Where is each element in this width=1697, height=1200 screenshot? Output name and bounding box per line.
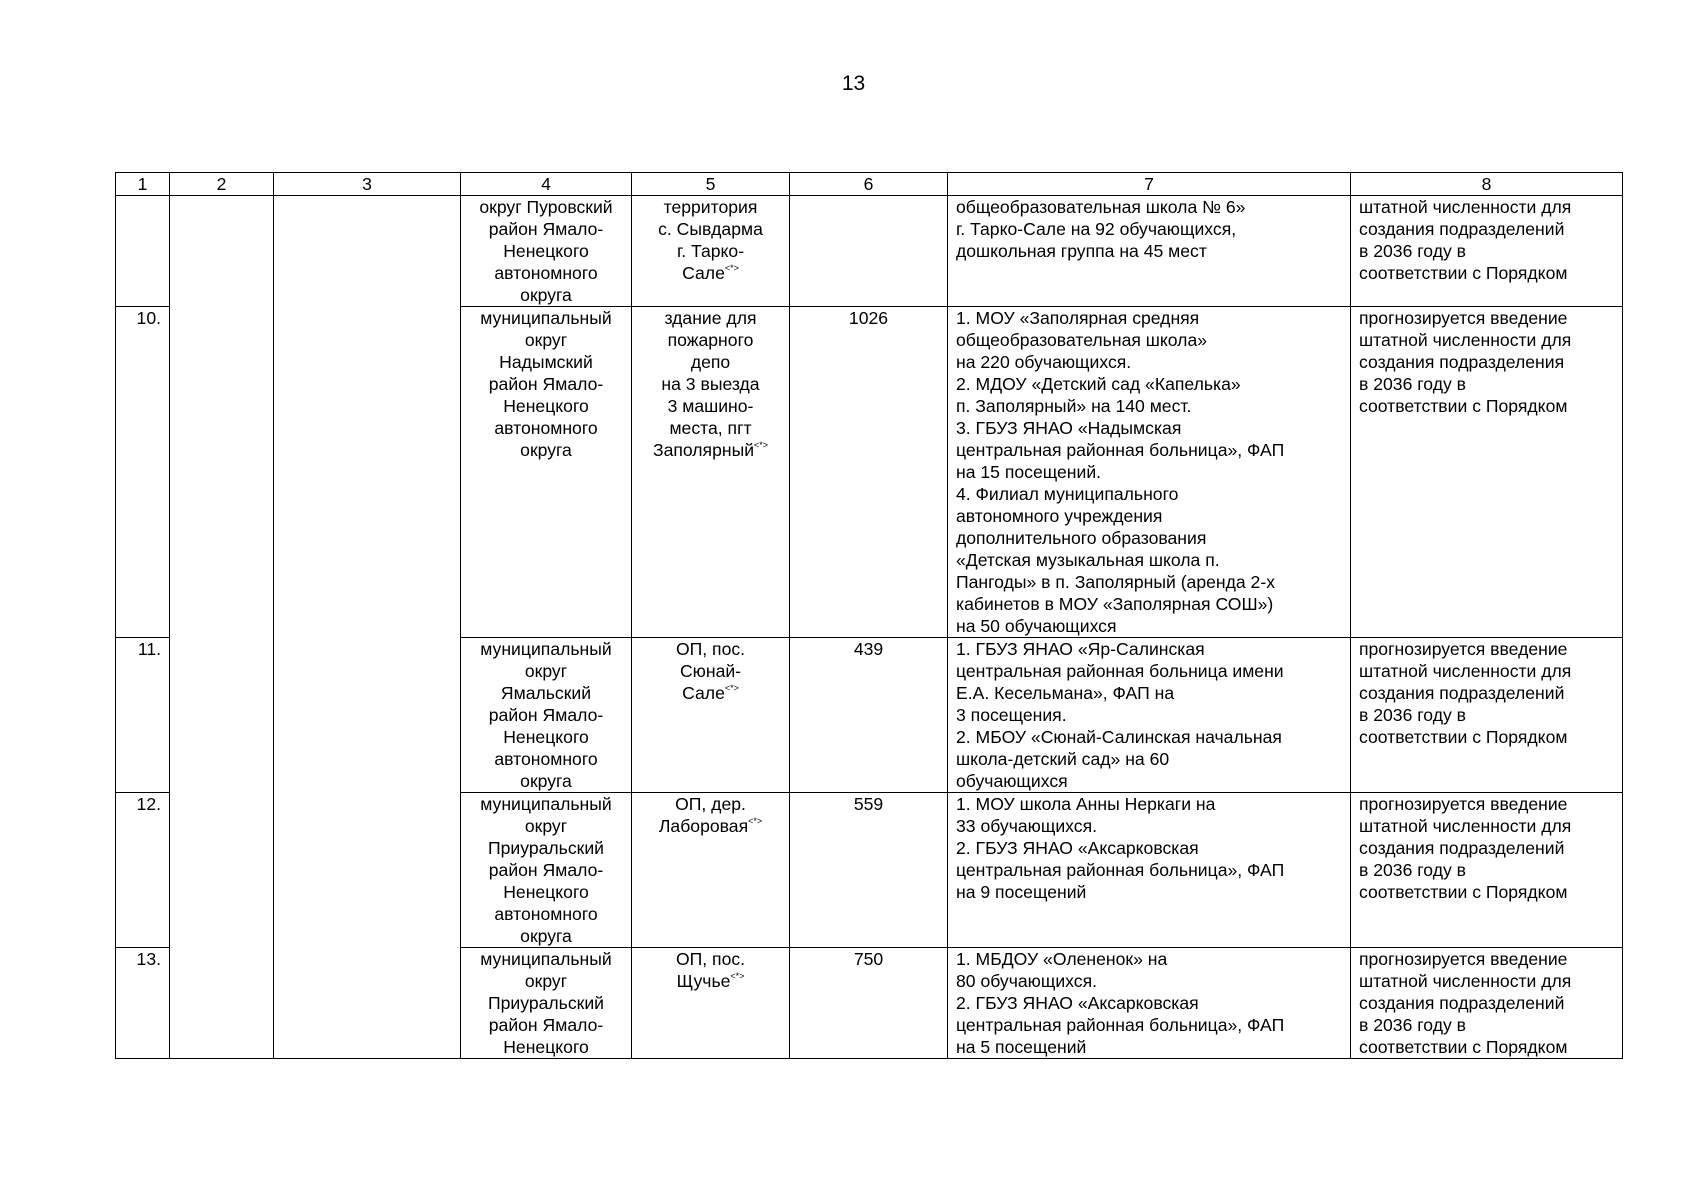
cell-line: 2. ГБУЗ ЯНАО «Аксарковская — [956, 838, 1199, 858]
cell-line: 1. МОУ «Заполярная средняя — [956, 308, 1200, 328]
cell-line: штатной численности для — [1359, 816, 1572, 836]
value-cell: 559 — [790, 793, 948, 948]
cell-line: п. Заполярный» на 140 мест. — [956, 396, 1192, 416]
cell-line: округ — [524, 971, 568, 991]
cell-line: Надымский — [499, 352, 593, 372]
cell-line: 2. ГБУЗ ЯНАО «Аксарковская — [956, 993, 1199, 1013]
cell-line: округа — [520, 285, 572, 305]
header-row — [116, 173, 1623, 196]
row-number-cell — [116, 196, 170, 307]
cell-line: депо — [690, 352, 731, 372]
cell-line: Ненецкого — [503, 241, 589, 261]
empty-cell-col2 — [170, 196, 274, 1059]
note-cell — [1351, 307, 1623, 638]
cell-line: создания подразделений — [1359, 993, 1565, 1013]
cell-line: общеобразовательная школа № 6» — [956, 197, 1246, 217]
cell-line: «Детская музыкальная школа п. — [956, 550, 1220, 570]
note-cell — [1351, 638, 1623, 793]
empty-cell-col3 — [274, 196, 461, 1059]
cell-line: соответствии с Порядком — [1359, 727, 1568, 747]
cell-line: Ненецкого — [503, 1037, 589, 1057]
cell-line: на 15 посещений. — [956, 462, 1102, 482]
cell-line: район Ямало- — [488, 219, 604, 239]
cell-line: центральная районная больница», ФАП — [956, 440, 1285, 460]
location-cell — [632, 638, 790, 793]
cell-line: 1. ГБУЗ ЯНАО «Яр-Салинская — [956, 639, 1205, 659]
cell-line: штатной численности для — [1359, 197, 1572, 217]
cell-line: район Ямало- — [488, 374, 604, 394]
cell-line: муниципальный — [480, 949, 612, 969]
cell-line: район Ямало- — [488, 860, 604, 880]
municipality-cell — [461, 793, 632, 948]
column-header: 7 — [948, 173, 1351, 196]
cell-line: округ — [524, 330, 568, 350]
cell-line: район Ямало- — [488, 1015, 604, 1035]
cell-line: на 9 посещений — [956, 882, 1087, 902]
cell-line: Лаборовая<*> — [658, 816, 763, 836]
facilities-cell — [948, 793, 1351, 948]
cell-line: здание для — [664, 308, 757, 328]
cell-line: 3 машино- — [667, 396, 754, 416]
municipality-cell — [461, 196, 632, 307]
footnote-mark: <*> — [748, 816, 763, 826]
cell-line: автономного — [494, 904, 598, 924]
cell-line: соответствии с Порядком — [1359, 882, 1568, 902]
cell-line: Е.А. Кесельмана», ФАП на — [956, 683, 1175, 703]
column-header: 6 — [790, 173, 948, 196]
cell-line: округ — [524, 816, 568, 836]
footnote-mark: <*> — [724, 263, 739, 273]
footnote-mark: <*> — [730, 971, 745, 981]
cell-line: 33 обучающихся. — [956, 816, 1097, 836]
cell-line: на 220 обучающихся. — [956, 352, 1132, 372]
cell-line: в 2036 году в — [1359, 374, 1466, 394]
cell-line: соответствии с Порядком — [1359, 396, 1568, 416]
cell-line: прогнозируется введение — [1359, 794, 1568, 814]
row-number-cell: 12. — [116, 793, 170, 948]
value-cell — [790, 196, 948, 307]
column-header: 8 — [1351, 173, 1623, 196]
row-number-cell: 10. — [116, 307, 170, 638]
cell-line: Заполярный<*> — [652, 440, 769, 460]
data-table — [115, 172, 1623, 1059]
cell-line: на 50 обучающихся — [956, 616, 1117, 636]
cell-line: 1. МОУ школа Анны Неркаги на — [956, 794, 1216, 814]
cell-line: с. Сывдарма — [658, 219, 763, 239]
cell-line: Сале<*> — [682, 263, 739, 283]
cell-line: пожарного — [667, 330, 754, 350]
cell-line: г. Тарко-Сале на 92 обучающихся, — [956, 219, 1237, 239]
cell-line: в 2036 году в — [1359, 860, 1466, 880]
cell-line: район Ямало- — [488, 705, 604, 725]
cell-line: дополнительного образования — [956, 528, 1207, 548]
cell-line: создания подразделений — [1359, 838, 1565, 858]
municipality-cell — [461, 948, 632, 1059]
municipality-cell — [461, 307, 632, 638]
cell-line: 1. МБДОУ «Олененок» на — [956, 949, 1168, 969]
cell-line: округа — [520, 771, 572, 791]
cell-line: Приуральский — [487, 838, 604, 858]
column-header: 4 — [461, 173, 632, 196]
cell-line: Приуральский — [487, 993, 604, 1013]
cell-line: автономного — [494, 418, 598, 438]
facilities-cell — [948, 196, 1351, 307]
cell-line: 3 посещения. — [956, 705, 1067, 725]
cell-line: округа — [520, 440, 572, 460]
cell-line: прогнозируется введение — [1359, 639, 1568, 659]
cell-line: на 5 посещений — [956, 1037, 1087, 1057]
cell-line: штатной численности для — [1359, 330, 1572, 350]
note-cell — [1351, 196, 1623, 307]
cell-line: Ямальский — [500, 683, 592, 703]
cell-line: Ненецкого — [503, 727, 589, 747]
cell-line: 3. ГБУЗ ЯНАО «Надымская — [956, 418, 1182, 438]
cell-line: прогнозируется введение — [1359, 949, 1568, 969]
column-header: 2 — [170, 173, 274, 196]
cell-line: в 2036 году в — [1359, 241, 1466, 261]
cell-line: 80 обучающихся. — [956, 971, 1097, 991]
column-header: 1 — [116, 173, 170, 196]
cell-line: Щучье<*> — [676, 971, 745, 991]
footnote-mark: <*> — [724, 683, 739, 693]
cell-line: создания подразделений — [1359, 683, 1565, 703]
cell-line: дошкольная группа на 45 мест — [956, 241, 1207, 261]
cell-line: муниципальный — [480, 639, 612, 659]
cell-line: Пангоды» в п. Заполярный (аренда 2-х — [956, 572, 1275, 592]
note-cell — [1351, 793, 1623, 948]
cell-line: муниципальный — [480, 308, 612, 328]
value-cell: 750 — [790, 948, 948, 1059]
location-cell — [632, 948, 790, 1059]
cell-line: округа — [520, 926, 572, 946]
cell-line: обучающихся — [956, 771, 1068, 791]
municipality-cell — [461, 638, 632, 793]
cell-line: ОП, дер. — [675, 794, 746, 814]
cell-line: прогнозируется введение — [1359, 308, 1568, 328]
cell-line: г. Тарко- — [676, 241, 745, 261]
cell-line: центральная районная больница», ФАП — [956, 1015, 1285, 1035]
footnote-mark: <*> — [754, 440, 769, 450]
cell-line: общеобразовательная школа» — [956, 330, 1208, 350]
note-cell — [1351, 948, 1623, 1059]
cell-line: муниципальный — [480, 794, 612, 814]
table-row — [116, 196, 1623, 307]
facilities-cell — [948, 948, 1351, 1059]
cell-line: автономного — [494, 749, 598, 769]
cell-line: места, пгт — [669, 418, 752, 438]
value-cell: 439 — [790, 638, 948, 793]
cell-line: соответствии с Порядком — [1359, 1037, 1568, 1057]
cell-line: автономного учреждения — [956, 506, 1163, 526]
page-number: 13 — [841, 72, 866, 95]
cell-line: автономного — [494, 263, 598, 283]
column-header: 5 — [632, 173, 790, 196]
facilities-cell — [948, 307, 1351, 638]
cell-line: создания подразделений — [1359, 219, 1565, 239]
cell-line: центральная районная больница имени — [956, 661, 1284, 681]
cell-line: территория — [663, 197, 758, 217]
cell-line: 4. Филиал муниципального — [956, 484, 1179, 504]
cell-line: штатной численности для — [1359, 661, 1572, 681]
facilities-cell — [948, 638, 1351, 793]
cell-line: центральная районная больница», ФАП — [956, 860, 1285, 880]
cell-line: в 2036 году в — [1359, 705, 1466, 725]
cell-line: на 3 выезда — [661, 374, 760, 394]
cell-line: соответствии с Порядком — [1359, 263, 1568, 283]
cell-line: Ненецкого — [503, 396, 589, 416]
cell-line: в 2036 году в — [1359, 1015, 1466, 1035]
row-number-cell: 13. — [116, 948, 170, 1059]
cell-line: 2. МДОУ «Детский сад «Капелька» — [956, 374, 1241, 394]
cell-line: округ Пуровский — [479, 197, 613, 217]
cell-line: кабинетов в МОУ «Заполярная СОШ») — [956, 594, 1274, 614]
location-cell — [632, 196, 790, 307]
cell-line: Сюнай- — [679, 661, 742, 681]
cell-line: штатной численности для — [1359, 971, 1572, 991]
location-cell — [632, 307, 790, 638]
value-cell: 1026 — [790, 307, 948, 638]
cell-line: ОП, пос. — [675, 949, 746, 969]
cell-line: 2. МБОУ «Сюнай-Салинская начальная — [956, 727, 1282, 747]
cell-line: ОП, пос. — [675, 639, 746, 659]
cell-line: создания подразделения — [1359, 352, 1565, 372]
column-header: 3 — [274, 173, 461, 196]
cell-line: Сале<*> — [682, 683, 739, 703]
cell-line: округ — [524, 661, 568, 681]
cell-line: Ненецкого — [503, 882, 589, 902]
row-number-cell: 11. — [116, 638, 170, 793]
cell-line: школа-детский сад» на 60 — [956, 749, 1170, 769]
location-cell — [632, 793, 790, 948]
